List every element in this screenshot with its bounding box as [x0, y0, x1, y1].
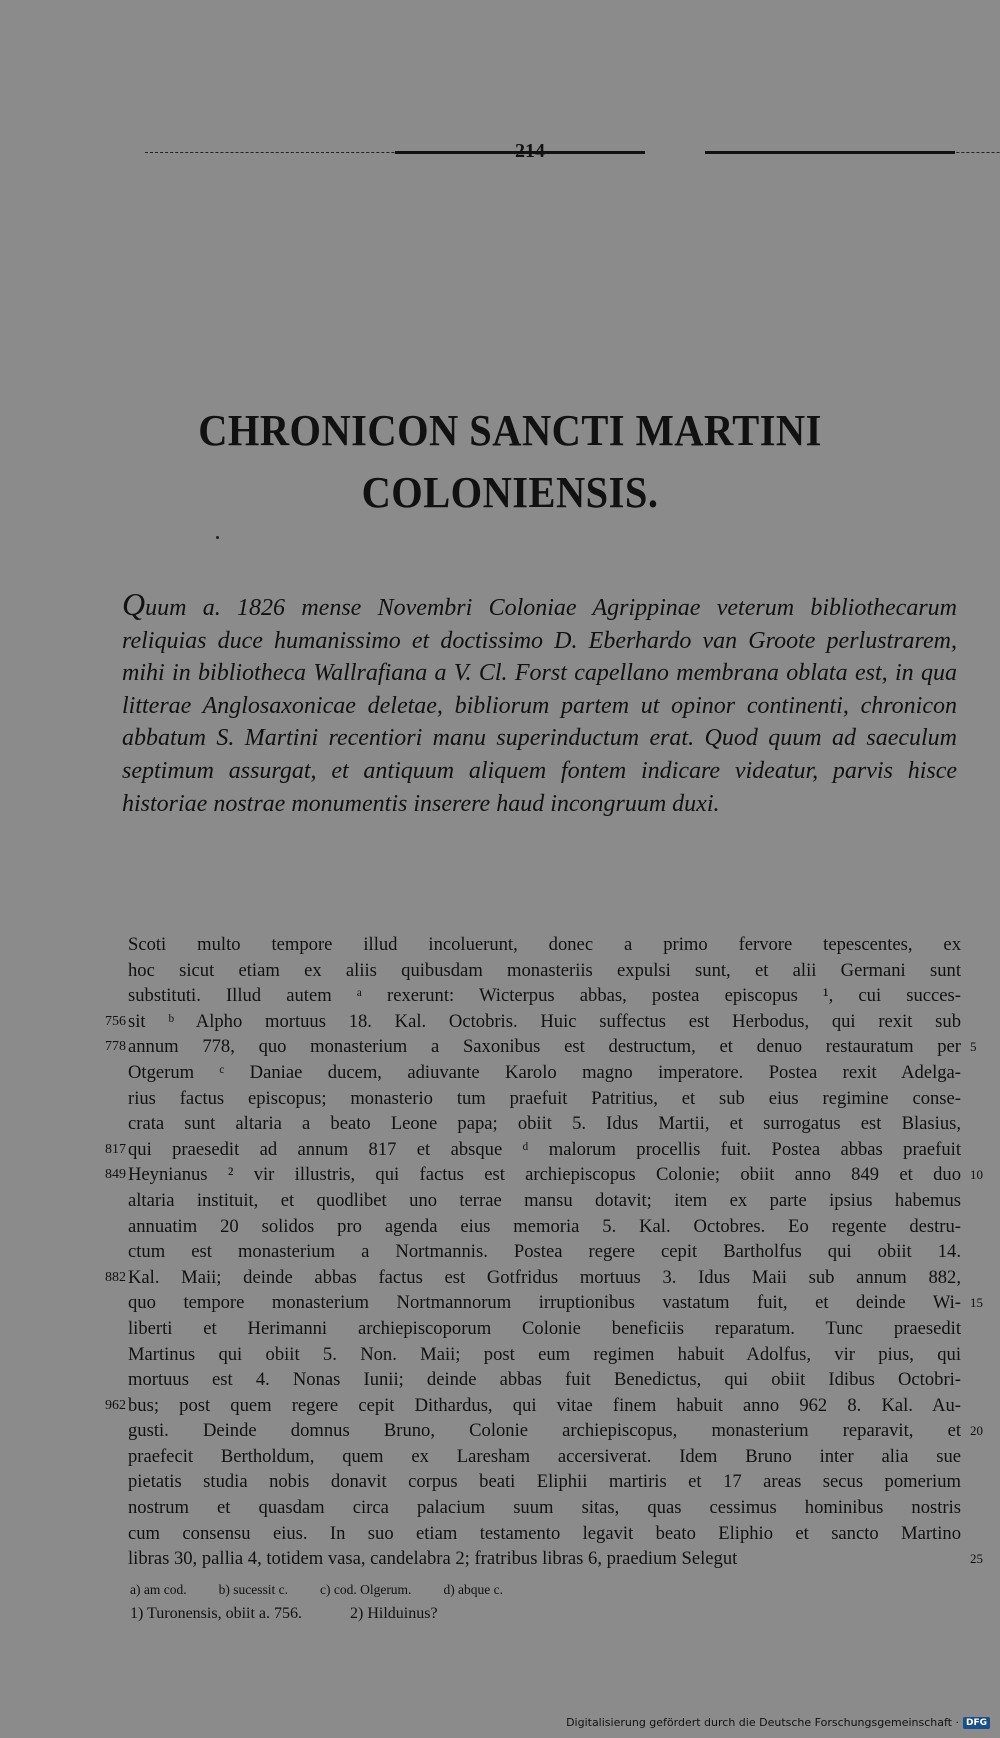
- line-text: quo tempore monasterium Nortmannorum irruptionibus vastatum fuit, et deinde Wi-: [128, 1292, 961, 1314]
- text-line: [105, 1393, 961, 1419]
- text-line: [128, 932, 961, 958]
- header-rule-right-bar: [705, 151, 955, 154]
- footnotes-notes: [130, 1600, 950, 1628]
- margin-year: 882: [105, 1269, 126, 1285]
- line-text: Martinus qui obiit 5. Non. Maii; post eum regimen habuit Adolfus, vir pius, qui: [128, 1343, 961, 1365]
- line-text: mortuus est 4. Nonas Iunii; deinde abbas fuit Benedictus, qui obiit Idibus Octobri-: [128, 1369, 961, 1391]
- text-line: [128, 1367, 961, 1393]
- line-text: Otgerum ᶜ Daniae ducem, adiuvante Karolo magno imperatore. Postea rexit Adelga-: [128, 1061, 961, 1083]
- footnote-variant: d) abque c.: [443, 1582, 504, 1597]
- line-text: altaria instituit, et quodlibet uno terrae mansu dotavit; item ex parte ipsius habemus: [128, 1189, 961, 1211]
- line-text: crata sunt altaria a beato Leone papa; obiit 5. Idus Martii, et surrogatus est Blasius,: [128, 1113, 961, 1135]
- credit-text: Digitalisierung gefördert durch die Deutsche Forschungsgemeinschaft ·: [566, 1716, 959, 1729]
- title-line-2: COLONIENSIS.: [361, 468, 659, 517]
- footnote-variant: c) cod. Olgerum.: [319, 1582, 412, 1597]
- text-line: [128, 1214, 961, 1240]
- line-text: praefecit Bertholdum, quem ex Laresham accersiverat. Idem Bruno inter alia sue: [128, 1445, 961, 1467]
- text-line: [128, 958, 961, 984]
- line-text: Scoti multo tempore illud incoluerunt, donec a primo fervore tepescentes, ex: [128, 934, 961, 955]
- footnote-variant: b) sucessit c.: [218, 1582, 288, 1597]
- margin-year: 756: [105, 1013, 126, 1029]
- margin-year: 962: [105, 1397, 126, 1413]
- line-text: sit ᵇ Alpho mortuus 18. Kal. Octobris. Huic suffectus est Herbodus, qui rexit sub: [128, 1010, 961, 1032]
- title-line-1: CHRONICON SANCTI MARTINI: [198, 406, 822, 455]
- line-number: 15: [970, 1295, 983, 1311]
- footnotes-variants: [130, 1580, 950, 1600]
- margin-year: 778: [105, 1039, 126, 1055]
- footnotes: [130, 1580, 950, 1628]
- line-text: annum 778, quo monasterium a Saxonibus est destructum, et denuo restauratum per: [128, 1036, 961, 1058]
- chronicle-text: [105, 932, 983, 1572]
- line-text: Kal. Maii; deinde abbas factus est Gotfridus mortuus 3. Idus Maii sub annum 882,: [128, 1266, 961, 1288]
- text-line: [105, 1009, 961, 1035]
- text-line: [128, 983, 961, 1009]
- text-line: [128, 1239, 961, 1265]
- text-line: [128, 1469, 961, 1495]
- digitization-credit: [566, 1716, 990, 1729]
- line-text: rius factus episcopus; monasterio tum praefuit Patritius, et sub eius regimine conse-: [128, 1087, 961, 1109]
- footnote-variant: a) am cod.: [130, 1582, 187, 1597]
- text-line: [128, 1290, 983, 1316]
- text-line: [128, 1086, 961, 1112]
- line-number: 10: [970, 1167, 983, 1183]
- margin-year: 817: [105, 1141, 126, 1157]
- line-text: annuatim 20 solidos pro agenda eius memoria 5. Kal. Octobres. Eo regente destru-: [128, 1215, 961, 1237]
- line-text: Heynianus ² vir illustris, qui factus est archiepiscopus Colonie; obiit anno 849 et duo: [128, 1164, 961, 1186]
- line-text: cum consensu eius. In suo etiam testamento legavit beato Eliphio et sancto Martino: [128, 1522, 961, 1544]
- footnote-note: 2) Hilduinus?: [350, 1605, 438, 1622]
- text-line: [128, 1060, 961, 1086]
- text-line: [128, 1521, 961, 1547]
- line-number: 25: [970, 1551, 983, 1567]
- text-line: [128, 1418, 983, 1444]
- intro-paragraph: [122, 588, 957, 820]
- line-text: substituti. Illud autem ᵃ rexerunt: Wicterpus abbas, postea episcopus ¹, cui succes-: [128, 985, 961, 1007]
- line-text: gusti. Deinde domnus Bruno, Colonie archiepiscopus, monasterium reparavit, et: [128, 1420, 961, 1442]
- text-line: [128, 1188, 961, 1214]
- line-number: 20: [970, 1423, 983, 1439]
- speck-mark: [216, 536, 219, 539]
- text-line: [128, 1111, 961, 1137]
- line-text: ctum est monasterium a Nortmannis. Postea regere cepit Bartholfus qui obiit 14.: [128, 1241, 961, 1263]
- margin-year: 849: [105, 1167, 126, 1183]
- text-line: [105, 1265, 961, 1291]
- page-number: 214: [515, 140, 545, 162]
- line-number: 5: [970, 1039, 977, 1055]
- text-line: [105, 1162, 983, 1188]
- text-line: [128, 1495, 961, 1521]
- text-line: [128, 1444, 961, 1470]
- footnote-note: 1) Turonensis, obiit a. 756.: [130, 1605, 303, 1622]
- line-text: nostrum et quasdam circa palacium suum sitas, quas cessimus hominibus nostris: [128, 1497, 961, 1519]
- line-text: liberti et Herimanni archiepiscoporum Colonie beneficiis reparatum. Tunc praesedit: [128, 1317, 961, 1339]
- intro-text: uum a. 1826 mense Novembri Coloniae Agrippinae veterum bibliothecarum reliquias duce humanissimo et doctissimo D. Eberhardo van Groote perlustrarem, mihi in bibliotheca Wallrafiana a V. Cl. Forst capellano membrana oblata est, in qua litterae Anglosaxonicae deletae, bibliorum partem ut opinor continenti, chronicon abbatum S. Martini recentiori manu superinductum erat. Quod quum ad saeculum septimum assurgat, et antiquum aliquem fontem indicare videatur, parvis hisce historiae nostrae monumentis inserere haud incongruum duxi.: [122, 595, 957, 817]
- text-line: [128, 1546, 983, 1572]
- page-title: [151, 400, 869, 524]
- line-text: libras 30, pallia 4, totidem vasa, candelabra 2; fratribus libras 6, praedium Selegut: [128, 1548, 738, 1570]
- text-line: [105, 1137, 961, 1163]
- line-text: hoc sicut etiam ex aliis quibusdam monasteriis expulsi sunt, et alii Germani sunt: [128, 959, 961, 981]
- line-text: pietatis studia nobis donavit corpus beati Eliphii martiris et 17 areas secus pomerium: [128, 1471, 961, 1493]
- intro-initial: Q: [122, 586, 146, 622]
- line-text: qui praesedit ad annum 817 et absque ᵈ malorum procellis fuit. Postea abbas praefuit: [128, 1138, 961, 1160]
- dfg-logo: DFG: [963, 1717, 990, 1729]
- text-line: [128, 1342, 961, 1368]
- text-line: [128, 1316, 961, 1342]
- text-line: [105, 1034, 977, 1060]
- line-text: bus; post quem regere cepit Dithardus, qui vitae finem habuit anno 962 8. Kal. Au-: [128, 1394, 961, 1416]
